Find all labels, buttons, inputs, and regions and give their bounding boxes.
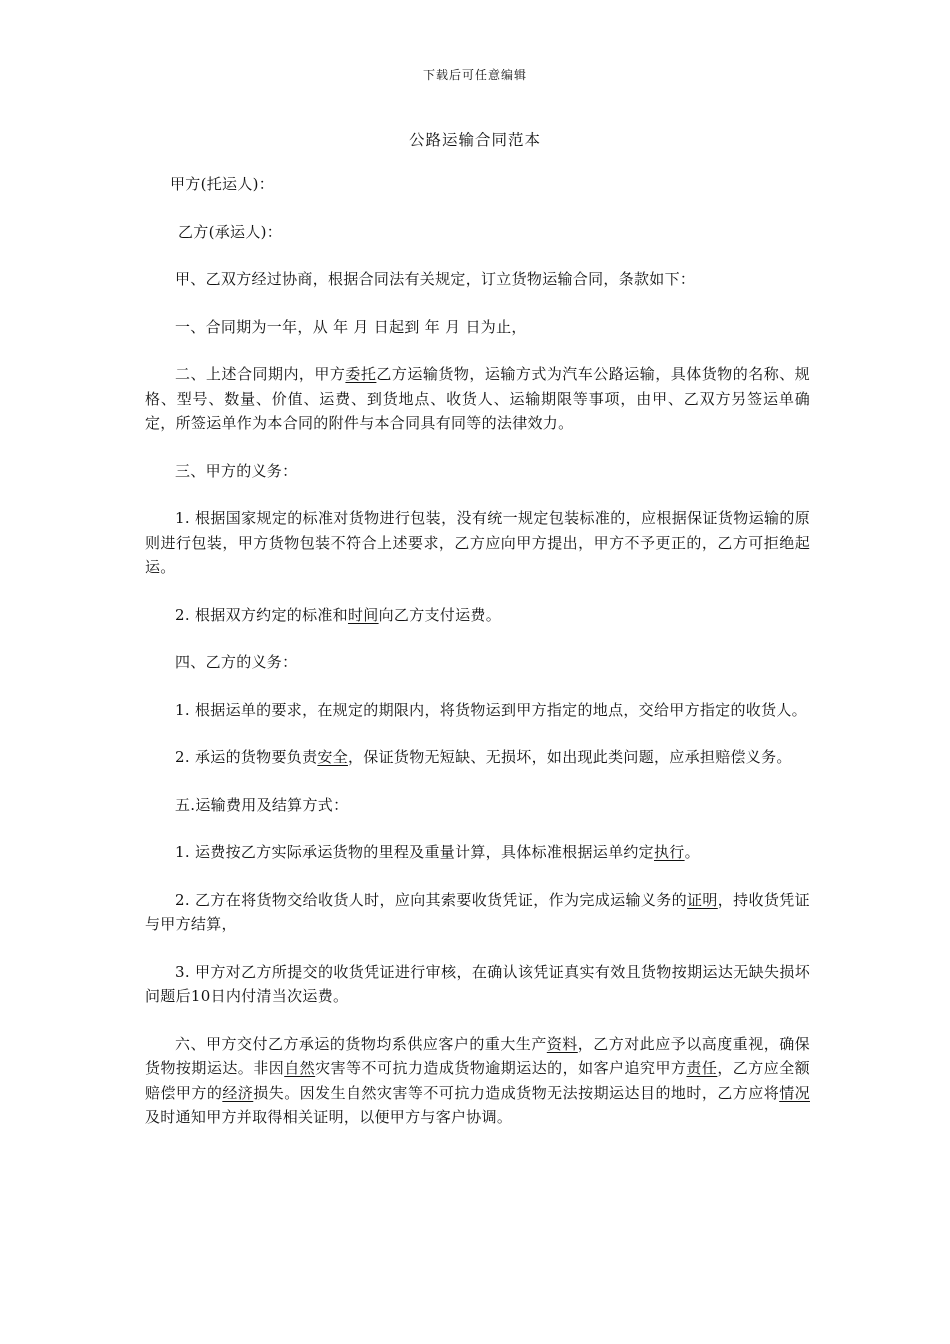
page-header: 下载后可任意编辑 [422, 68, 527, 82]
clause-2-text-b: 乙方运输货物，运输方式为汽车公路运输，具体货物的名称、规格、型号、数量、价值、运费、到货地点、收货人、运输期限等事项，由甲、乙双方另签运单确定，所签运单作为本合同的附件与本合同具有同等的法律效力。 [145, 365, 810, 432]
section-5-item-1-text-a: 1. 运费按乙方实际承运货物的里程及重量计算，具体标准根据运单约定 [175, 843, 654, 861]
section-5-item-2-text-b: ，持收货凭证与甲方结算， [145, 890, 810, 933]
section-3-heading: 三、甲方的义务： [175, 461, 298, 480]
section-6-underlined-term-4: 经济 [222, 1083, 254, 1102]
section-6-text-c: 灾害等不可抗力造成货物逾期运达的，如客户追究甲方 [315, 1059, 687, 1077]
section-5-item-1 [145, 840, 810, 865]
section-6-underlined-term-5: 情况 [779, 1083, 810, 1102]
intro-paragraph: 甲、乙双方经过协商，根据合同法有关规定，订立货物运输合同，条款如下： [175, 270, 696, 288]
section-6-text-e: 损失。因发生自然灾害等不可抗力造成货物无法按期运达目的地时，乙方应将 [253, 1083, 780, 1102]
section-5-item-3: 3. 甲方对乙方所提交的收货凭证进行审核，在确认该凭证真实有效且货物按期运达无缺失损坏问题后10日内付清当次运费。 [145, 962, 810, 1005]
section-6-underlined-term-1: 资料 [546, 1034, 578, 1053]
section-5-item-1-text-b: 。 [684, 843, 700, 861]
party-b-line: 乙方(承运人)： [178, 222, 283, 241]
section-5-item-1-underlined-term: 执行 [653, 843, 685, 861]
section-5-item-2-text-a: 2. 乙方在将货物交给收货人时，应向其索要收货凭证，作为完成运输义务的 [175, 890, 688, 909]
section-5-heading: 五.运输费用及结算方式： [175, 795, 349, 814]
section-6 [145, 1032, 810, 1130]
clause-2-text-a: 二、上述合同期内，甲方 [175, 365, 346, 383]
clause-1: 一、合同期为一年，从 年 月 日起到 年 月 日为止， [175, 317, 527, 336]
section-3-item-2 [145, 603, 810, 628]
clause-2 [145, 362, 810, 436]
document-body [145, 172, 810, 1153]
section-6-underlined-term-2: 自然 [284, 1059, 316, 1077]
section-3-item-2-underlined-term: 时间 [347, 605, 379, 624]
section-4-item-2-underlined-term: 安全 [317, 748, 348, 766]
section-6-text-a: 六、甲方交付乙方承运的货物均系供应客户的重大生产 [175, 1034, 547, 1053]
section-4-heading: 四、乙方的义务： [175, 653, 298, 671]
section-3-item-1: 1. 根据国家规定的标准对货物进行包装，没有统一规定包装标准的，应根据保证货物运输的原则进行包装，甲方货物包装不符合上述要求，乙方应向甲方提出，甲方不予更正的，乙方可拒绝起运。 [145, 509, 810, 576]
section-4-item-2 [145, 745, 810, 770]
clause-2-underlined-term: 委托 [345, 365, 377, 383]
section-6-underlined-term-3: 责任 [686, 1059, 718, 1077]
section-6-text-b: ，乙方对此应予以高度重视，确保货物按期运达。非因 [145, 1034, 810, 1077]
section-4-item-2-text-b: ，保证货物无短缺、无损坏，如出现此类问题，应承担赔偿义务。 [348, 748, 792, 766]
section-6-text-d: ，乙方应全额赔偿甲方的 [145, 1059, 810, 1102]
section-3-item-2-text-b: 向乙方支付运费。 [378, 605, 501, 624]
section-5-item-2-underlined-term: 证明 [687, 890, 718, 909]
section-4-item-2-text-a: 2. 承运的货物要负责 [175, 748, 318, 766]
party-a-line: 甲方(托运人)： [170, 175, 275, 193]
section-6-text-f: 及时通知甲方并取得相关证明，以便甲方与客户协调。 [145, 1108, 513, 1126]
section-3-item-2-text-a: 2. 根据双方约定的标准和 [175, 605, 348, 624]
document-title: 公路运输合同范本 [408, 131, 541, 149]
section-5-item-2 [145, 888, 810, 937]
section-4-item-1: 1. 根据运单的要求，在规定的期限内，将货物运到甲方指定的地点，交给甲方指定的收货人。 [175, 700, 807, 719]
